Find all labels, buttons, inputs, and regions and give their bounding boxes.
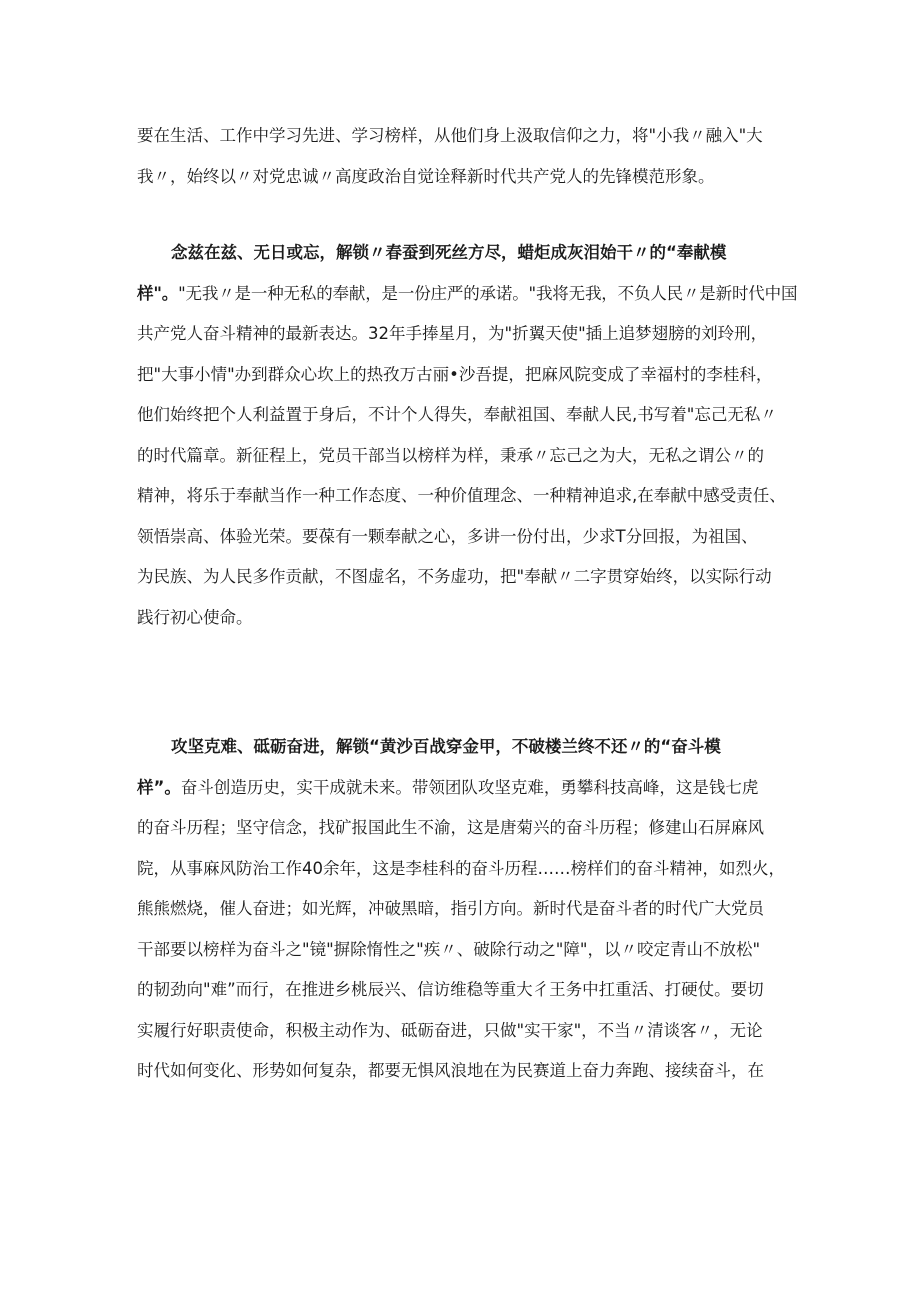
text-line: 熊熊燃烧，催人奋进；如光辉，冲破黑暗，指引方向。新时代是奋斗者的时代广大党员	[137, 899, 764, 918]
paragraph-heading-tail: 样"。	[137, 283, 179, 303]
text-line: 实履行好职责使命，积极主动作为、砥砺奋进，只做"实干家"，不当〃清谈客〃，无论	[137, 1020, 763, 1040]
paragraph-2	[137, 233, 797, 638]
text-line: 我〃，始终以〃对党忠诚〃高度政治自觉诠释新时代共产党人的先锋模范形象。	[137, 166, 715, 186]
text-line: 他们始终把个人利益置于身后，不计个人得失，奉献祖国、奉献人民,书写着"忘己无私〃	[137, 405, 777, 424]
text-line: 要在生活、工作中学习先进、学习榜样，从他们身上汲取信仰之力，将"小我〃融入"大	[137, 126, 763, 145]
text-line: 为民族、为人民多作贡献，不图虚名，不务虚功，把"奉献〃二字贯穿始终，以实际行动	[137, 567, 772, 586]
text-line: 的韧劲向"难”而行，在推进乡桃辰兴、信访维稳等重大彳王务中扛重活、打硬仗。要切	[137, 980, 764, 999]
text-line: 的时代篇章。新征程上，党员干部当以榜样为样，秉承〃忘己之为大，无私之谓公〃的	[137, 445, 764, 465]
text-line: 时代如何变化、形势如何复杂，都要无惧风浪地在为民赛道上奋力奔跑、接续奋斗，在	[137, 1061, 764, 1080]
paragraph-heading-tail: 样”。	[137, 777, 181, 797]
text-line: 共产党人奋斗精神的最新表达。32年手捧星月，为"折翼天使"插上追梦翅膀的刘玲刑，	[137, 324, 768, 343]
paragraph-heading: 念兹在兹、无日或忘，解锁〃春蚕到死丝方尽，蜡炬成灰泪始干〃的“奉献模	[171, 243, 727, 262]
text-line: 奋斗创造历史，实干成就未来。带领团队攻坚克难，勇攀科技高峰，这是钱七虎	[180, 777, 759, 797]
text-line: 干部要以榜样为奋斗之"镜"摒除惰性之"疾〃、破除行动之"障"，以〃咬定青山不放松"	[137, 939, 761, 959]
paragraph-heading: 攻坚克难、砥砺奋进，解锁“黄沙百战穿金甲，不破楼兰终不还〃的“奋斗模	[171, 737, 721, 756]
text-line: 精神，将乐于奉献当作一种工作态度、一种价值理念、一种精神追求,在奉献中感受责任、	[137, 486, 786, 505]
text-line-with-heading-tail	[137, 274, 797, 315]
text-line: "无我〃是一种无私的奉献，是一份庄严的承诺。"我将无我，不负人民〃是新时代中国	[178, 283, 798, 303]
text-line: 院，从事麻风防治工作40余年，这是李桂科的奋斗历程……榜样们的奋斗精神，如烈火，	[137, 858, 785, 878]
paragraph-3	[137, 727, 797, 1092]
paragraph-1	[137, 116, 797, 197]
text-line: 践行初心使命。	[137, 607, 253, 627]
text-line: 领悟崇高、体验光荣。要葆有一颗奉献之心，多讲一份付出，少求T分回报，为祖国、	[137, 526, 758, 546]
text-line-with-heading-tail	[137, 768, 797, 809]
text-line: 把"大事小情"办到群众心坎上的热孜万古丽•沙吾提，把麻风院变成了幸福村的李桂科，	[137, 364, 773, 384]
text-line: 的奋斗历程；坚守信念，找矿报国此生不渝，这是唐菊兴的奋斗历程；修建山石屏麻风	[137, 818, 764, 837]
